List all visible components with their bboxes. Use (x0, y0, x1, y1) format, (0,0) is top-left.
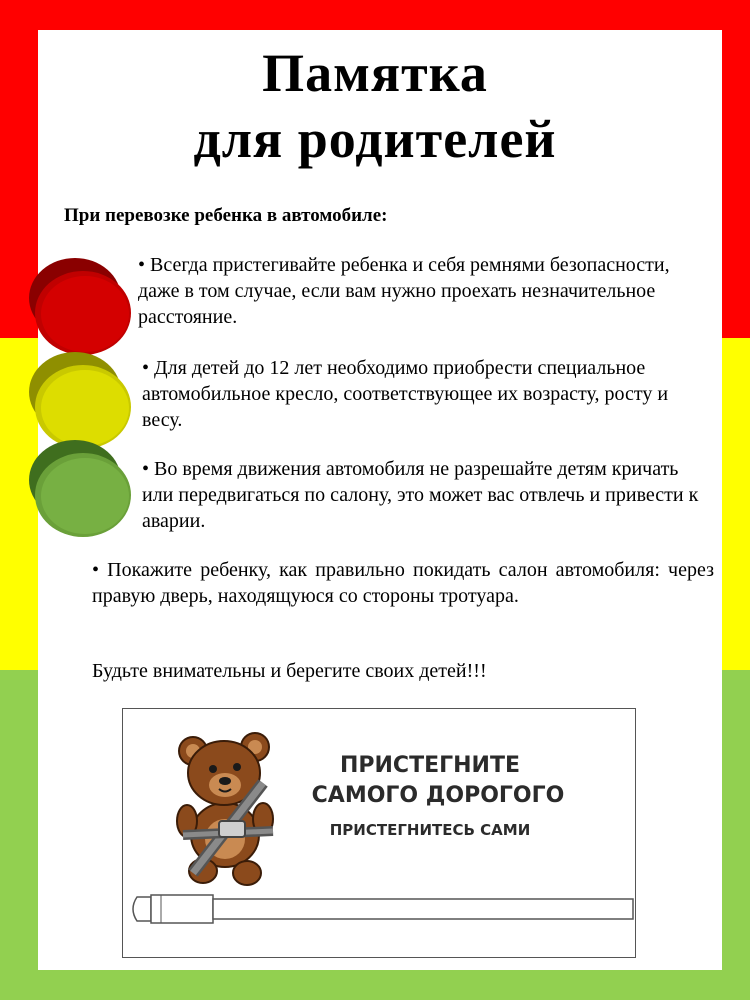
tip-exit-door: • Покажите ребенку, как правильно покидать салон автомобиля: через правую дверь, находящуюся со стороны тротуара. (92, 559, 714, 607)
poster-headline-1: ПРИСТЕГНИТЕ (339, 753, 520, 778)
poster-subline: ПРИСТЕГНИТЕСЬ САМИ (329, 821, 531, 839)
teddy-bear-icon (163, 723, 293, 893)
page-title (0, 40, 750, 172)
green-light-icon (25, 440, 137, 550)
poster-headline-2: САМОГО ДОРОГОГО (311, 783, 565, 808)
title-line-2: для родителей (193, 109, 557, 169)
seatbelt-strap-icon (123, 889, 635, 929)
seatbelt-poster (122, 708, 636, 958)
section-subtitle: При перевозке ребенка в автомобиле: (64, 205, 388, 226)
tip-child-seat: • Для детей до 12 лет необходимо приобрести специальное автомобильное кресло, соответствующее их возрасту, росту и весу. (142, 357, 669, 431)
tip-seatbelt: • Всегда пристегивайте ребенка и себя ремнями безопасности, даже в том случае, если вам нужно проехать незначительное расстояние. (138, 254, 670, 328)
closing-line: Будьте внимательны и берегите своих детей!!! (92, 660, 487, 682)
title-line-1: Памятка (262, 43, 488, 103)
tip-behavior: • Во время движения автомобиля не разрешайте детям кричать или передвигаться по салону, это может вас отвлечь и привести к аварии. (142, 458, 699, 532)
